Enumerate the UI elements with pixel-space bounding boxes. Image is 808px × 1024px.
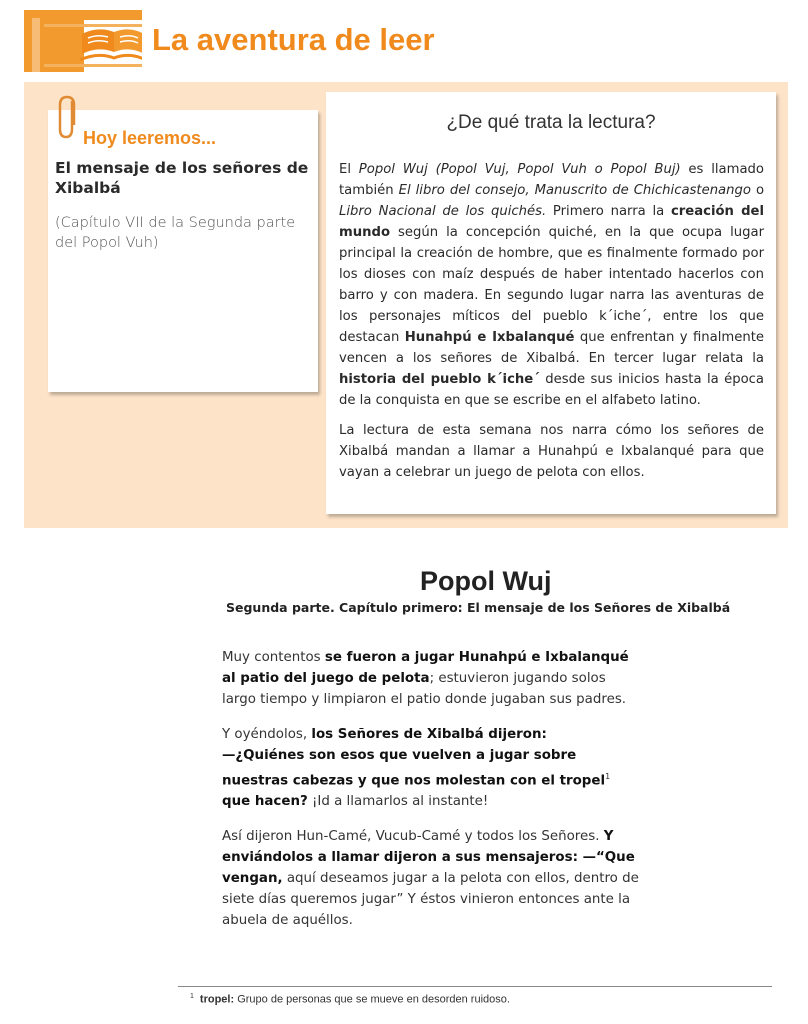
note-subtitle: (Capítulo VII de la Segunda parte del Popol Vuh)	[55, 215, 296, 251]
reading-title: Popol Wuj	[420, 566, 552, 596]
note-title: El mensaje de los señores de Xibalbá	[55, 159, 309, 197]
footnote-text: Grupo de personas que se mueve en desorden ruidoso.	[234, 993, 510, 1006]
footnote-number: 1	[190, 993, 194, 1000]
paperclip-icon	[58, 95, 80, 141]
summary-body	[339, 159, 764, 492]
footnote-marker[interactable]: 1	[605, 772, 611, 781]
summary-paragraph: La lectura de esta semana nos narra cómo los señores de Xibalbá mandan a llamar a Hunahpú e Ixbalanqué para que vayan a celebrar un juego de pelota con ellos.	[339, 423, 764, 480]
note-kicker: Hoy leeremos...	[83, 128, 217, 148]
summary-paragraph: El Popol Wuj (Popol Vuj, Popol Vuh o Popol Buj) es llamado también El libro del consejo, Manuscrito de Chichicastenango o Libro Nacional de los quichés. Primero narra la creación del mundo según la concepción quiché, en la que ocupa lugar principal la creación de hombre, que es finalmente formado por los dioses con maíz después de haber intentado hacerlos con barro y con madera. En segundo lugar narra las aventuras de los personajes míticos del pueblo k´iche´, entre los que destacan Hunahpú e Ixbalanqué que enfrentan y finalmente vencen a los señores de Xibalbá. En tercer lugar relata la historia del pueblo k´iche´ desde sus inicios hasta la época de la conquista en que se escribe en el alfabeto latino.	[339, 162, 765, 408]
reading-paragraph: Y oyéndolos, los Señores de Xibalbá dijeron: —¿Quiénes son esos que vuelven a jugar sobre nuestras cabezas y que nos molestan con el tropel$^1$ que hacen? ¡Id a llamarlos al instante!	[222, 727, 611, 810]
open-book-icon	[24, 10, 142, 72]
summary-heading: ¿De qué trata la lectura?	[446, 112, 656, 133]
page-title: La aventura de leer	[152, 22, 435, 57]
reading-paragraph: Muy contentos se fueron a jugar Hunahpú e Ixbalanqué al patio del juego de pelota; estuvieron jugando solos largo tiempo y limpiaron el patio donde jugaban sus padres.	[222, 650, 629, 707]
reading-paragraph: Así dijeron Hun-Camé, Vucub-Camé y todos los Señores. Y enviándolos a llamar dijeron a sus mensajeros: —“Que vengan, aquí deseamos jugar a la pelota con ellos, dentro de siete días queremos jugar” Y éstos vinieron entonces ante la abuela de aquéllos.	[222, 829, 639, 929]
footnote-term: tropel:	[199, 993, 235, 1006]
footnote-divider	[178, 986, 772, 987]
footnote	[190, 993, 510, 1006]
reading-subtitle: Segunda parte. Capítulo primero: El mensaje de los Señores de Xibalbá	[226, 600, 731, 615]
reading-body	[222, 647, 642, 945]
